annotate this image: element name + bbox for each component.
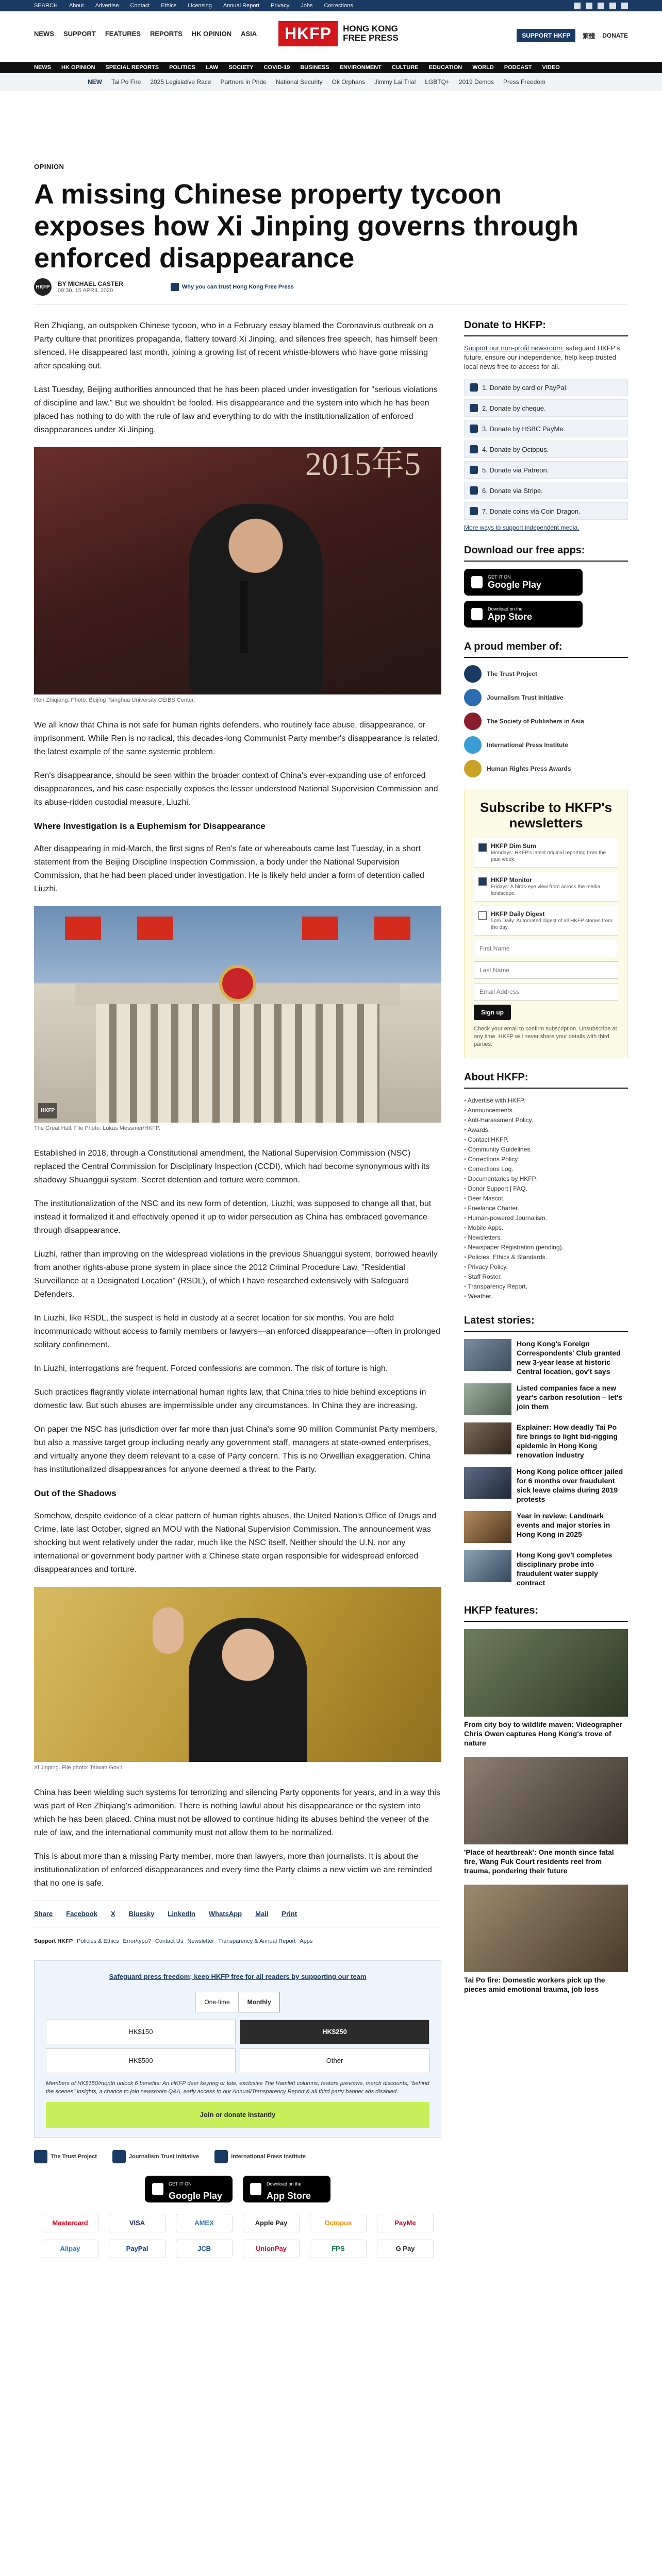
donate-option-card[interactable]	[464, 379, 628, 396]
feature-story[interactable]	[464, 1757, 628, 1875]
latest-story[interactable]	[464, 1511, 628, 1543]
figure-xi-jinping	[34, 1587, 441, 1772]
option-label: 2. Donate by cheque.	[482, 404, 546, 412]
cat-item[interactable]: HK OPINION	[61, 64, 95, 71]
about-item[interactable]: • Advertise with HKFP.	[464, 1096, 628, 1106]
photo-xi-jinping[interactable]	[34, 1587, 441, 1762]
trending-item[interactable]: LGBTQ+	[425, 78, 450, 86]
newsletter-desc: Mondays: HKFP's latest original reporting from the past week.	[491, 850, 606, 862]
cat-item[interactable]: NEWS	[34, 64, 51, 71]
trending-bar	[0, 73, 662, 91]
x-icon[interactable]	[586, 3, 592, 9]
newsletter-link[interactable]: Newsletter	[187, 1938, 214, 1944]
newsletter-option[interactable]	[474, 872, 618, 902]
article-headline: A missing Chinese property tycoon exposes how Xi Jinping governs through enforced disappearance	[34, 179, 579, 274]
trending-item[interactable]: Partners in Pride	[220, 78, 267, 86]
logo-label: The Trust Project	[51, 2154, 97, 2160]
card-icon	[470, 383, 478, 392]
subheading: Out of the Shadows	[34, 1488, 117, 1498]
feature-title[interactable]: 'Place of heartbreak': One month since fatal fire, Wang Fuk Court residents reel from trauma, pondering their future	[464, 1848, 614, 1875]
share-bluesky[interactable]: Bluesky	[128, 1910, 155, 1918]
freq-one-time[interactable]: One-time	[195, 1992, 238, 2012]
share-print[interactable]: Print	[282, 1910, 297, 1918]
member-org[interactable]	[464, 665, 628, 683]
paragraph: Somehow, despite evidence of a clear pattern of human rights abuses, the United Nation's Office of Drugs and Crime, late last October, signed an MOU with the National Supervision Commission. The announcement was shocking but went relatively under the radar, much like the NSC itself. Neither should the U.N. nor any international or government body partner with a Chinese state organ responsible for widespread enforced disappearances and torture.	[34, 1512, 437, 1574]
paragraph: Ren Zhiqiang, an outspoken Chinese tycoon, who in a February essay blamed the Coronavirus outbreak on a Party culture that prioritizes propaganda, flattery toward Xi Jinping, and silences free speech, has himself been silenced. He disappeared last month, joining a growing list of recent whistle-blowers who have gone missing after speaking out.	[34, 321, 438, 370]
payment-logo: AMEX	[176, 2214, 233, 2232]
share-facebook[interactable]: Facebook	[66, 1910, 97, 1918]
amount-options	[46, 2020, 429, 2073]
share-linkedin[interactable]: LinkedIn	[168, 1910, 195, 1918]
option-label: 4. Donate by Octopus.	[482, 445, 549, 453]
article-body	[34, 319, 441, 2258]
photo-ren-zhiqiang[interactable]	[34, 447, 441, 694]
more-ways-link[interactable]: More ways to support independent media.	[464, 524, 580, 531]
raised-hand	[153, 1607, 184, 1654]
byline	[34, 278, 294, 296]
site-header	[0, 11, 662, 73]
feature-image	[464, 1885, 628, 1972]
sidebar	[464, 319, 628, 2003]
flag	[137, 917, 173, 940]
trending-item[interactable]: Tai Po Fire	[111, 78, 141, 86]
topbar-search[interactable]: SEARCH	[34, 3, 58, 9]
option-label: 6. Donate via Stripe.	[482, 486, 543, 495]
paragraph: Last Tuesday, Beijing authorities announced that he has been placed under investigation for "serious violations of discipline and law." But we shouldn't be fooled. His disappearance and the system into which he has been placed has nothing to do with the rule of law and everything to do with the institutionalization of enforced disappearances under Xi Jinping.	[34, 385, 438, 434]
share-bar	[34, 1901, 441, 1927]
about-heading: About HKFP:	[464, 1072, 628, 1089]
org-logo-icon	[464, 689, 482, 706]
feature-title[interactable]: From city boy to wildlife maven: Videographer Chris Owen captures Hong Kong's trove of nature	[464, 1720, 623, 1747]
story-thumbnail	[464, 1422, 511, 1454]
nav-features[interactable]: FEATURES	[105, 30, 141, 38]
nav-asia[interactable]: ASIA	[241, 30, 257, 38]
trending-item[interactable]: National Security	[275, 78, 323, 86]
story-title[interactable]: Explainer: How deadly Tai Po fire brings to light bid-rigging epidemic in Hong Kong renovation industry	[517, 1423, 618, 1459]
topbar-licensing[interactable]: Licensing	[188, 3, 212, 9]
story-thumbnail	[464, 1550, 511, 1582]
subheading: Where Investigation is a Euphemism for Disappearance	[34, 821, 266, 831]
language-toggle[interactable]: 繁體	[583, 32, 595, 40]
cat-item[interactable]: LAW	[205, 64, 219, 71]
donate-widget-title-text[interactable]: Safeguard press freedom; keep HKFP free for all readers by supporting our team	[109, 1973, 367, 1980]
figure-great-hall	[34, 906, 441, 1132]
membership-note-text: Members of HK$150/month unlock 6 benefits: An HKFP deer keyring or tote, exclusive The Hamlett columns, feature previews, merch discounts, "behind the scenes" insights, a chance to join newsroom Q&A, early access to our Annual/Transparency Report & all third party banner ads disabled.	[46, 2080, 429, 2095]
apps-link[interactable]: Apps	[300, 1938, 313, 1944]
figure-caption: Xi Jinping. File photo: Taiwan Gov't.	[34, 1765, 124, 1771]
feature-title[interactable]: Tai Po fire: Domestic workers pick up the pieces amid emotional trauma, job loss	[464, 1976, 605, 1993]
donate-option-cheque[interactable]	[464, 399, 628, 417]
checkbox-checked[interactable]	[478, 843, 487, 852]
about-item[interactable]: • Awards.	[464, 1125, 628, 1135]
donate-option-stripe[interactable]	[464, 482, 628, 499]
about-item[interactable]: • Newsletters.	[464, 1233, 628, 1243]
donate-option-octopus[interactable]	[464, 440, 628, 458]
org-logo-icon	[464, 760, 482, 777]
photo-great-hall[interactable]	[34, 906, 441, 1123]
newsletter-signup	[464, 790, 628, 1058]
checkbox-checked[interactable]	[478, 877, 487, 886]
flag	[302, 917, 338, 940]
about-item[interactable]: • Policies, Ethics & Standards.	[464, 1252, 628, 1262]
flag	[374, 917, 410, 940]
about-item[interactable]: • Deer Mascot.	[464, 1194, 628, 1204]
national-emblem	[222, 968, 253, 999]
figure-caption: The Great Hall. File Photo: Lukas Messmer/HKFP.	[34, 1125, 160, 1131]
app-store-badge[interactable]	[464, 601, 583, 628]
google-play-icon	[152, 2183, 163, 2195]
amount-other[interactable]: Other	[240, 2048, 429, 2073]
nav-support[interactable]: SUPPORT	[63, 30, 96, 38]
jti-icon	[112, 2150, 126, 2163]
topbar-jobs[interactable]: Jobs	[301, 3, 313, 9]
latest-story[interactable]	[464, 1550, 628, 1587]
story-thumbnail	[464, 1511, 511, 1543]
photo-watermark: HKFP	[38, 1103, 57, 1118]
member-logos-footer	[34, 2150, 441, 2163]
story-title[interactable]: Hong Kong gov't completes disciplinary probe into fraudulent water supply contract	[517, 1551, 613, 1587]
stripe-icon	[470, 486, 478, 495]
member-heading: A proud member of:	[464, 641, 628, 658]
topbar-contact[interactable]: Contact	[130, 3, 150, 9]
badge-subtext: Download on the	[488, 606, 523, 612]
paragraph: On paper the NSC has jurisdiction over far more than just China's some 90 million Communist Party members, but also a massive target group including nearly any government staff, managers at state-owned enterprises, and virtually anyone they deem relevant to a case of Party concern. This is no Orwellian exaggeration. China has institutionalized disappearances for anyone deemed a threat to the Party.	[34, 1425, 438, 1474]
story-thumbnail	[464, 1467, 511, 1499]
latest-heading: Latest stories:	[464, 1315, 628, 1332]
ipi-icon	[214, 2150, 228, 2163]
category-bar	[0, 62, 662, 73]
freq-monthly[interactable]: Monthly	[239, 1992, 280, 2012]
latest-story[interactable]	[464, 1467, 628, 1504]
paragraph: The institutionalization of the NSC and its new form of detention, Liuzhi, was supposed to change all that, but instead it formalized it and effectively opened it up to wider persecution as China has embraced governance through disappearance.	[34, 1199, 432, 1235]
paragraph: We all know that China is not safe for human rights defenders, who routinely face abuse, disappearance, or imprisonment. While Ren is no radical, this decades-long Communist Party member's disappearance is related, the latest example of the same systemic problem.	[34, 721, 440, 756]
badge-text: Google Play	[169, 2191, 223, 2201]
donate-link[interactable]: DONATE	[602, 32, 628, 39]
badge-subtext: Download on the	[267, 2181, 302, 2187]
badge-subtext: GET IT ON	[488, 574, 511, 580]
badge-text: Google Play	[488, 580, 542, 590]
cat-item[interactable]: BUSINESS	[300, 64, 329, 71]
story-thumbnail	[464, 1339, 511, 1371]
paragraph: In Liuzhi, interrogations are frequent. Forced confessions are common. The risk of torture is high.	[34, 1364, 388, 1373]
microphone	[240, 581, 247, 653]
donate-option-coin[interactable]	[464, 502, 628, 520]
paragraph: Ren's disappearance, should be seen within the broader context of China's ever-expanding use of enforced disappearances, and his case especially exposes the lesser understood National Supervision Commission and its abuse-ridden custodial measure, Liuzhi.	[34, 771, 438, 807]
primary-nav	[34, 30, 257, 38]
payment-logo: Octopus	[310, 2214, 367, 2232]
topbar-annual-report[interactable]: Annual Report	[223, 3, 260, 9]
cat-item[interactable]: COVID-19	[263, 64, 290, 71]
cat-item[interactable]: ENVIRONMENT	[339, 64, 382, 71]
logo-wordmark	[343, 24, 399, 43]
google-play-badge[interactable]	[464, 569, 583, 596]
cat-item[interactable]: SPECIAL REPORTS	[105, 64, 159, 71]
cat-item[interactable]: EDUCATION	[428, 64, 462, 71]
payment-logo: JCB	[176, 2240, 233, 2258]
about-item[interactable]: • Freelance Charter.	[464, 1204, 628, 1213]
donate-option-patreon[interactable]	[464, 461, 628, 479]
trust-project-icon	[34, 2150, 47, 2163]
facebook-icon[interactable]	[574, 3, 581, 9]
donate-intro	[464, 344, 628, 371]
error-link[interactable]: Error/typo?	[123, 1938, 151, 1944]
newsletter-name: HKFP Dim Sum	[491, 842, 536, 850]
option-label: 1. Donate by card or PayPal.	[482, 383, 568, 392]
logo-label: International Press Institute	[231, 2154, 306, 2160]
first-name-input[interactable]: First Name	[474, 940, 618, 957]
app-store-badge[interactable]	[243, 2176, 330, 2202]
member-label: The Society of Publishers in Asia	[487, 718, 584, 725]
nav-hk-opinion[interactable]: HK OPINION	[191, 30, 232, 38]
hall-columns	[96, 1004, 379, 1123]
cat-item[interactable]: VIDEO	[542, 64, 560, 71]
about-item[interactable]: • Mobile Apps.	[464, 1223, 628, 1233]
google-play-icon	[471, 576, 483, 588]
member-label: Human Rights Press Awards	[487, 765, 571, 772]
amount-option-selected[interactable]: HK$250	[240, 2020, 429, 2044]
social-icons	[574, 3, 628, 9]
feature-story[interactable]	[464, 1885, 628, 1994]
about-item[interactable]: • Corrections Log.	[464, 1164, 628, 1174]
paragraph: Such practices flagrantly violate international human rights law, that China tries to hide behind exceptions in domestic law. But such abuses are impermissible under any circumstances. In China they are increasing.	[34, 1388, 426, 1410]
topbar-advertise[interactable]: Advertise	[95, 3, 119, 9]
share-label: Share	[34, 1910, 53, 1918]
latest-story[interactable]	[464, 1383, 628, 1415]
trending-item[interactable]: 2025 Legislative Race	[150, 78, 211, 86]
logo-line-2: FREE PRESS	[343, 33, 399, 43]
join-button[interactable]: Join or donate instantly	[46, 2102, 429, 2128]
about-item[interactable]: • Corrections Policy.	[464, 1155, 628, 1164]
payment-methods	[34, 2214, 441, 2258]
google-play-badge[interactable]	[145, 2176, 233, 2202]
trust-link[interactable]	[171, 283, 294, 291]
cheque-icon	[470, 404, 478, 412]
checkbox-unchecked[interactable]	[478, 911, 487, 920]
subscribe-note: Check your email to confirm subscription. Unsubscribe at any time. HKFP will never share your details with third parties.	[474, 1026, 617, 1047]
donate-intro-text: safeguard HKFP's future, ensure our independence, help keep trusted local news free-to-access for all.	[464, 344, 620, 370]
about-item[interactable]: • Human-powered Journalism.	[464, 1213, 628, 1223]
feature-story[interactable]	[464, 1629, 628, 1748]
cat-item[interactable]: SOCIETY	[228, 64, 254, 71]
paragraph: Established in 2018, through a Constitutional amendment, the National Supervision Commission (NSC) replaced the Central Commission for Disciplinary Inspection (CCDI), which had become synonymous with its shadowy Shuanggui system. Secret detention and torture were common.	[34, 1149, 430, 1184]
site-logo[interactable]	[278, 19, 399, 48]
story-title[interactable]: Hong Kong police officer jailed for 6 months over fraudulent sick leave claims during 2019 protests	[517, 1467, 623, 1503]
org-logo-icon	[464, 665, 482, 683]
option-label: 5. Donate via Patreon.	[482, 466, 549, 474]
youtube-icon[interactable]	[609, 3, 616, 9]
paragraph: After disappearing in mid-March, the first signs of Ren's fate or whereabouts came last Tuesday, in a short statement from the Beijing Discipline Inspection Commission, a body under the National Supervision Commission, that he had been placed under investigation. He is likely held under a form of detention called Liuzhi.	[34, 844, 424, 893]
payment-logo: G Pay	[377, 2240, 434, 2258]
trending-new-label: NEW	[88, 78, 102, 86]
about-list	[464, 1096, 628, 1301]
share-mail[interactable]: Mail	[255, 1910, 269, 1918]
payment-logo: VISA	[109, 2214, 166, 2232]
apple-icon	[471, 608, 483, 620]
about-item[interactable]: • Documentaries by HKFP.	[464, 1174, 628, 1184]
trending-item[interactable]: 2019 Demos	[458, 78, 494, 86]
badge-text: App Store	[488, 612, 533, 622]
payme-icon	[470, 425, 478, 433]
option-label: 7. Donate coins via Coin Dragon.	[482, 507, 581, 515]
cat-item[interactable]: POLITICS	[169, 64, 195, 71]
apple-icon	[250, 2183, 261, 2195]
org-logo-icon	[464, 713, 482, 730]
paragraph: In Liuzhi, like RSDL, the suspect is held in custody at a secret location for six months. You are held incommunicado without access to family members or lawyers—an enforced disappearance—often in prolonged solitary confinement.	[34, 1314, 440, 1349]
org-logo-icon	[464, 736, 482, 754]
logo-jti[interactable]	[112, 2150, 199, 2163]
logo-line-1: HONG KONG	[343, 24, 398, 33]
about-item[interactable]: • Announcements.	[464, 1106, 628, 1115]
author-name[interactable]: BY MICHAEL CASTER	[58, 280, 123, 287]
payment-logo: Mastercard	[42, 2214, 98, 2232]
trending-item[interactable]: Ok Orphans	[332, 78, 366, 86]
member-org[interactable]	[464, 689, 628, 706]
author-avatar: HKFP	[34, 278, 52, 296]
support-hkfp-button[interactable]: SUPPORT HKFP	[517, 29, 575, 42]
coin-icon	[470, 507, 478, 515]
story-title[interactable]: Hong Kong's Foreign Correspondents' Club granted new 3-year lease at historic Central location, gov't says	[517, 1340, 621, 1376]
member-label: Journalism Trust Initiative	[487, 694, 564, 701]
payment-logo: FPS	[310, 2240, 367, 2258]
about-item[interactable]: • Weather.	[464, 1292, 628, 1301]
signup-button[interactable]: Sign up	[474, 1005, 511, 1020]
about-item[interactable]: • Contact HKFP.	[464, 1135, 628, 1145]
topbar-corrections[interactable]: Corrections	[324, 3, 353, 9]
about-item[interactable]: • Transparency Report.	[464, 1282, 628, 1292]
member-org[interactable]	[464, 713, 628, 730]
flag	[65, 917, 101, 940]
instagram-icon[interactable]	[598, 3, 604, 9]
newsletter-option[interactable]	[474, 838, 618, 868]
member-label: International Press Institute	[487, 741, 569, 749]
payment-logo: PayMe	[377, 2214, 434, 2232]
logo-ipi[interactable]	[214, 2150, 306, 2163]
badge-subtext: GET IT ON	[169, 2181, 192, 2187]
topbar-privacy[interactable]: Privacy	[271, 3, 290, 9]
about-item[interactable]: • Anti-Harassment Policy.	[464, 1115, 628, 1125]
backdrop-text: 2015年5	[305, 447, 421, 482]
share-whatsapp[interactable]: WhatsApp	[208, 1910, 242, 1918]
rss-icon[interactable]	[621, 3, 628, 9]
membership-note	[46, 2079, 429, 2096]
octopus-icon	[470, 445, 478, 453]
speaker-figure	[189, 504, 323, 694]
subscribe-title: Subscribe to HKFP's newsletters	[479, 800, 613, 831]
features-heading: HKFP features:	[464, 1605, 628, 1622]
paragraph: This is about more than a missing Party member, more than lawyers, more than journalists. It is about the institutionalization of enforced disappearances and every time the Party claims a new victim we are reminded that no one is safe.	[34, 1852, 432, 1888]
header-actions	[517, 29, 628, 42]
cat-item[interactable]: PODCAST	[504, 64, 532, 71]
member-org[interactable]	[464, 736, 628, 754]
story-thumbnail	[464, 1383, 511, 1415]
trust-icon	[171, 283, 179, 291]
story-title[interactable]: Listed companies face a new year's carbon resolution – let's join them	[517, 1384, 623, 1411]
figure-ren-zhiqiang	[34, 447, 441, 704]
contact-link[interactable]: Contact Us	[155, 1938, 184, 1944]
about-item[interactable]: • Newspaper Registration (pending).	[464, 1243, 628, 1252]
portrait-figure	[189, 1618, 307, 1762]
support-newsroom-link[interactable]: Support our non-profit newsroom:	[464, 344, 564, 352]
nav-reports[interactable]: REPORTS	[150, 30, 183, 38]
member-label: The Trust Project	[487, 670, 538, 677]
app-store-badges	[34, 2176, 441, 2202]
payment-logo: PayPal	[109, 2240, 166, 2258]
support-links	[34, 1935, 441, 1948]
support-hkfp-link[interactable]: Support HKFP	[34, 1938, 73, 1944]
trending-item[interactable]: Jimmy Lai Trial	[374, 78, 416, 86]
policies-link[interactable]: Policies & Ethics	[77, 1938, 119, 1944]
topbar-about[interactable]: About	[69, 3, 84, 9]
figure-caption: Ren Zhiqiang. Photo: Beijing Tsinghua University CEIBS Center.	[34, 697, 195, 703]
feature-image	[464, 1757, 628, 1844]
donate-widget-title	[46, 1970, 429, 1984]
logo-trust-project[interactable]	[34, 2150, 97, 2163]
story-title[interactable]: Year in review: Landmark events and major stories in Hong Kong in 2025	[517, 1512, 610, 1538]
latest-story[interactable]	[464, 1422, 628, 1460]
patreon-icon	[470, 466, 478, 474]
donate-option-payme[interactable]	[464, 420, 628, 437]
about-item[interactable]: • Donor Support | FAQ.	[464, 1184, 628, 1194]
top-utility-bar	[0, 0, 662, 11]
email-input[interactable]: Email Address	[474, 983, 618, 1001]
section-label[interactable]: OPINION	[34, 163, 64, 171]
paragraph: China has been wielding such systems for terrorizing and silencing Party opponents for years, and in a way this was part of Ren Zhiqiang's admonition. There is nothing lawful about his disappearance or the system into which he has been placed. China must not be allowed to continue hiding its abuses behind the veneer of the rule of law, and the international community must not allow them to be normalized.	[34, 1788, 440, 1837]
newsletter-name: HKFP Daily Digest	[491, 910, 545, 918]
paragraph: Liuzhi, rather than improving on the widespread violations in the previous Shuanggui system, borrowed heavily from another rights-abuse prone system in place since the 2012 Criminal Procedure Law, "Residential Surveillance at a Designated Location" (RSDL), of which I have researched extensively with Safeguard Defenders.	[34, 1250, 438, 1299]
newsletter-name: HKFP Monitor	[491, 876, 532, 884]
donate-widget	[34, 1960, 441, 2138]
option-label: 3. Donate by HSBC PayMe.	[482, 425, 566, 433]
cat-item[interactable]: CULTURE	[391, 64, 419, 71]
apps-heading: Download our free apps:	[464, 545, 628, 562]
latest-story[interactable]	[464, 1339, 628, 1376]
newsletter-option[interactable]	[474, 906, 618, 936]
about-item[interactable]: • Community Guidelines.	[464, 1145, 628, 1155]
donate-heading: Donate to HKFP:	[464, 319, 628, 336]
amount-option[interactable]: HK$150	[46, 2020, 236, 2044]
publish-date: 09:30, 15 APRIL 2020	[58, 287, 113, 294]
feature-image	[464, 1629, 628, 1717]
newsletter-desc: Fridays: A birds-eye view from across the media landscape.	[491, 884, 601, 896]
sidebar-app-badges	[464, 569, 628, 628]
payment-logo: Alipay	[42, 2240, 98, 2258]
payment-logo: UnionPay	[243, 2240, 300, 2258]
about-item[interactable]: • Privacy Policy.	[464, 1262, 628, 1272]
logo-label: Journalism Trust Initiative	[128, 2154, 200, 2160]
trending-item[interactable]: Press Freedom	[503, 78, 546, 86]
trust-label: Why you can trust Hong Kong Free Press	[181, 284, 294, 290]
badge-text: App Store	[267, 2191, 311, 2201]
logo-mark: HKFP	[278, 21, 338, 46]
amount-option[interactable]: HK$500	[46, 2048, 236, 2073]
cat-item[interactable]: WORLD	[472, 64, 494, 71]
frequency-toggle	[46, 1992, 429, 2012]
newsletter-desc: 5pm Daily: Automated digest of all HKFP stories from the day.	[491, 918, 613, 930]
member-org[interactable]	[464, 760, 628, 777]
share-x[interactable]: X	[110, 1910, 115, 1918]
nav-news[interactable]: NEWS	[34, 30, 54, 38]
topbar-ethics[interactable]: Ethics	[161, 3, 177, 9]
last-name-input[interactable]: Last Name	[474, 961, 618, 979]
transparency-link[interactable]: Transparency & Annual Report	[218, 1938, 296, 1944]
payment-logo: Apple Pay	[243, 2214, 300, 2232]
about-item[interactable]: • Staff Roster.	[464, 1272, 628, 1282]
